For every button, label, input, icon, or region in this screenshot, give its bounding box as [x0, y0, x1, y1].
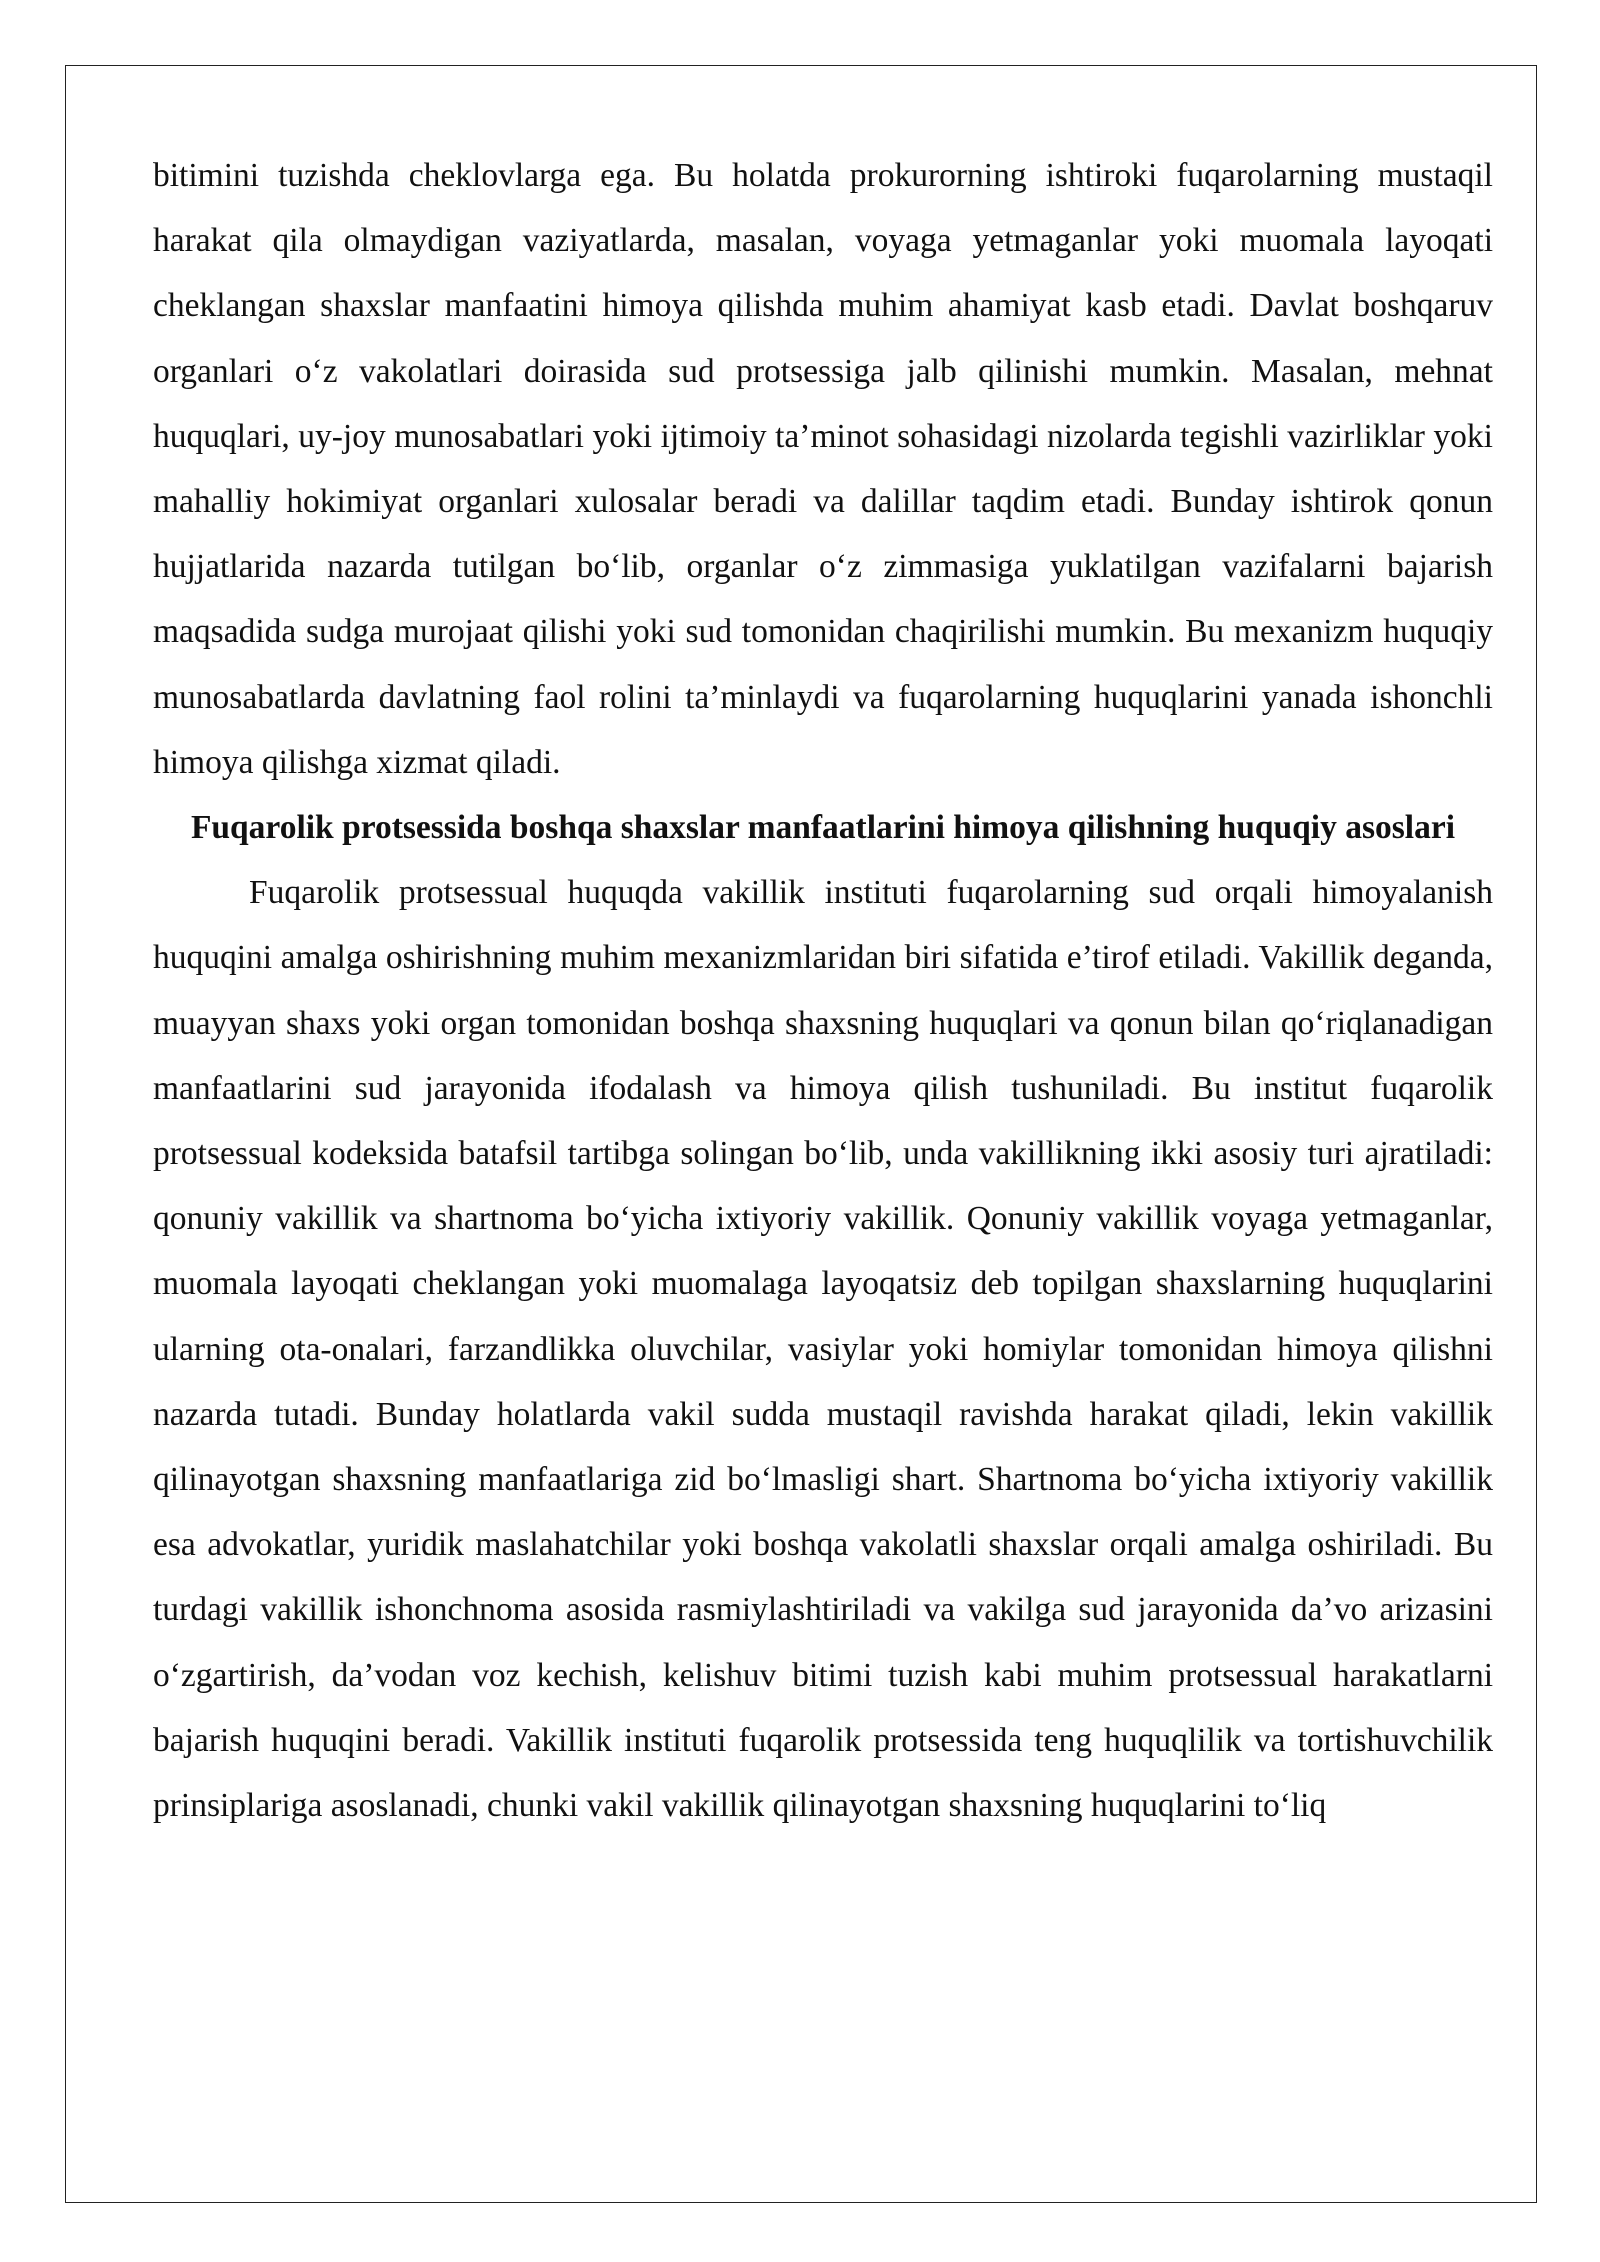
- document-body: [153, 143, 1493, 1838]
- paragraph-continuation: bitimini tuzishda cheklovlarga ega. Bu holatda prokurorning ishtiroki fuqarolarning mustaqil harakat qila olmaydigan vaziyatlarda, masalan, voyaga yetmaganlar yoki muomala layoqati cheklangan shaxslar manfaatini himoya qilishda muhim ahamiyat kasb etadi. Davlat boshqaruv organlari o‘z vakolatlari doirasida sud protsessiga jalb qilinishi mumkin. Masalan, mehnat huquqlari, uy-joy munosabatlari yoki ijtimoiy ta’minot sohasidagi nizolarda tegishli vazirliklar yoki mahalliy hokimiyat organlari xulosalar beradi va dalillar taqdim etadi. Bunday ishtirok qonun hujjatlarida nazarda tutilgan bo‘lib, organlar o‘z zimmasiga yuklatilgan vazifalarni bajarish maqsadida sudga murojaat qilishi yoki sud tomonidan chaqirilishi mumkin. Bu mexanizm huquqiy munosabatlarda davlatning faol rolini ta’minlaydi va fuqarolarning huquqlarini yanada ishonchli himoya qilishga xizmat qiladi.: [153, 157, 1493, 781]
- paragraph-representation: Fuqarolik protsessual huquqda vakillik instituti fuqarolarning sud orqali himoyalanish huquqini amalga oshirishning muhim mexanizmlaridan biri sifatida e’tirof etiladi. Vakillik deganda, muayyan shaxs yoki organ tomonidan boshqa shaxsning huquqlari va qonun bilan qo‘riqlanadigan manfaatlarini sud jarayonida ifodalash va himoya qilish tushuniladi. Bu institut fuqarolik protsessual kodeksida batafsil tartibga solingan bo‘lib, unda vakillikning ikki asosiy turi ajratiladi: qonuniy vakillik va shartnoma bo‘yicha ixtiyoriy vakillik. Qonuniy vakillik voyaga yetmaganlar, muomala layoqati cheklangan yoki muomalaga layoqatsiz deb topilgan shaxslarning huquqlarini ularning ota-onalari, farzandlikka oluvchilar, vasiylar yoki homiylar tomonidan himoya qilishni nazarda tutadi. Bunday holatlarda vakil sudda mustaqil ravishda harakat qiladi, lekin vakillik qilinayotgan shaxsning manfaatlariga zid bo‘lmasligi shart. Shartnoma bo‘yicha ixtiyoriy vakillik esa advokatlar, yuridik maslahatchilar yoki boshqa vakolatli shaxslar orqali amalga oshiriladi. Bu turdagi vakillik ishonchnoma asosida rasmiylashtiriladi va vakilga sud jarayonida da’vo arizasini o‘zgartirish, da’vodan voz kechish, kelishuv bitimi tuzish kabi muhim protsessual harakatlarni bajarish huquqini beradi. Vakillik instituti fuqarolik protsessida teng huquqlilik va tortishuvchilik prinsiplariga asoslanadi, chunki vakil vakillik qilinayotgan shaxsning huquqlarini to‘liq: [153, 874, 1493, 1825]
- section-heading: Fuqarolik protsessida boshqa shaxslar manfaatlarini himoya qilishning huquqiy asoslari: [190, 809, 1456, 847]
